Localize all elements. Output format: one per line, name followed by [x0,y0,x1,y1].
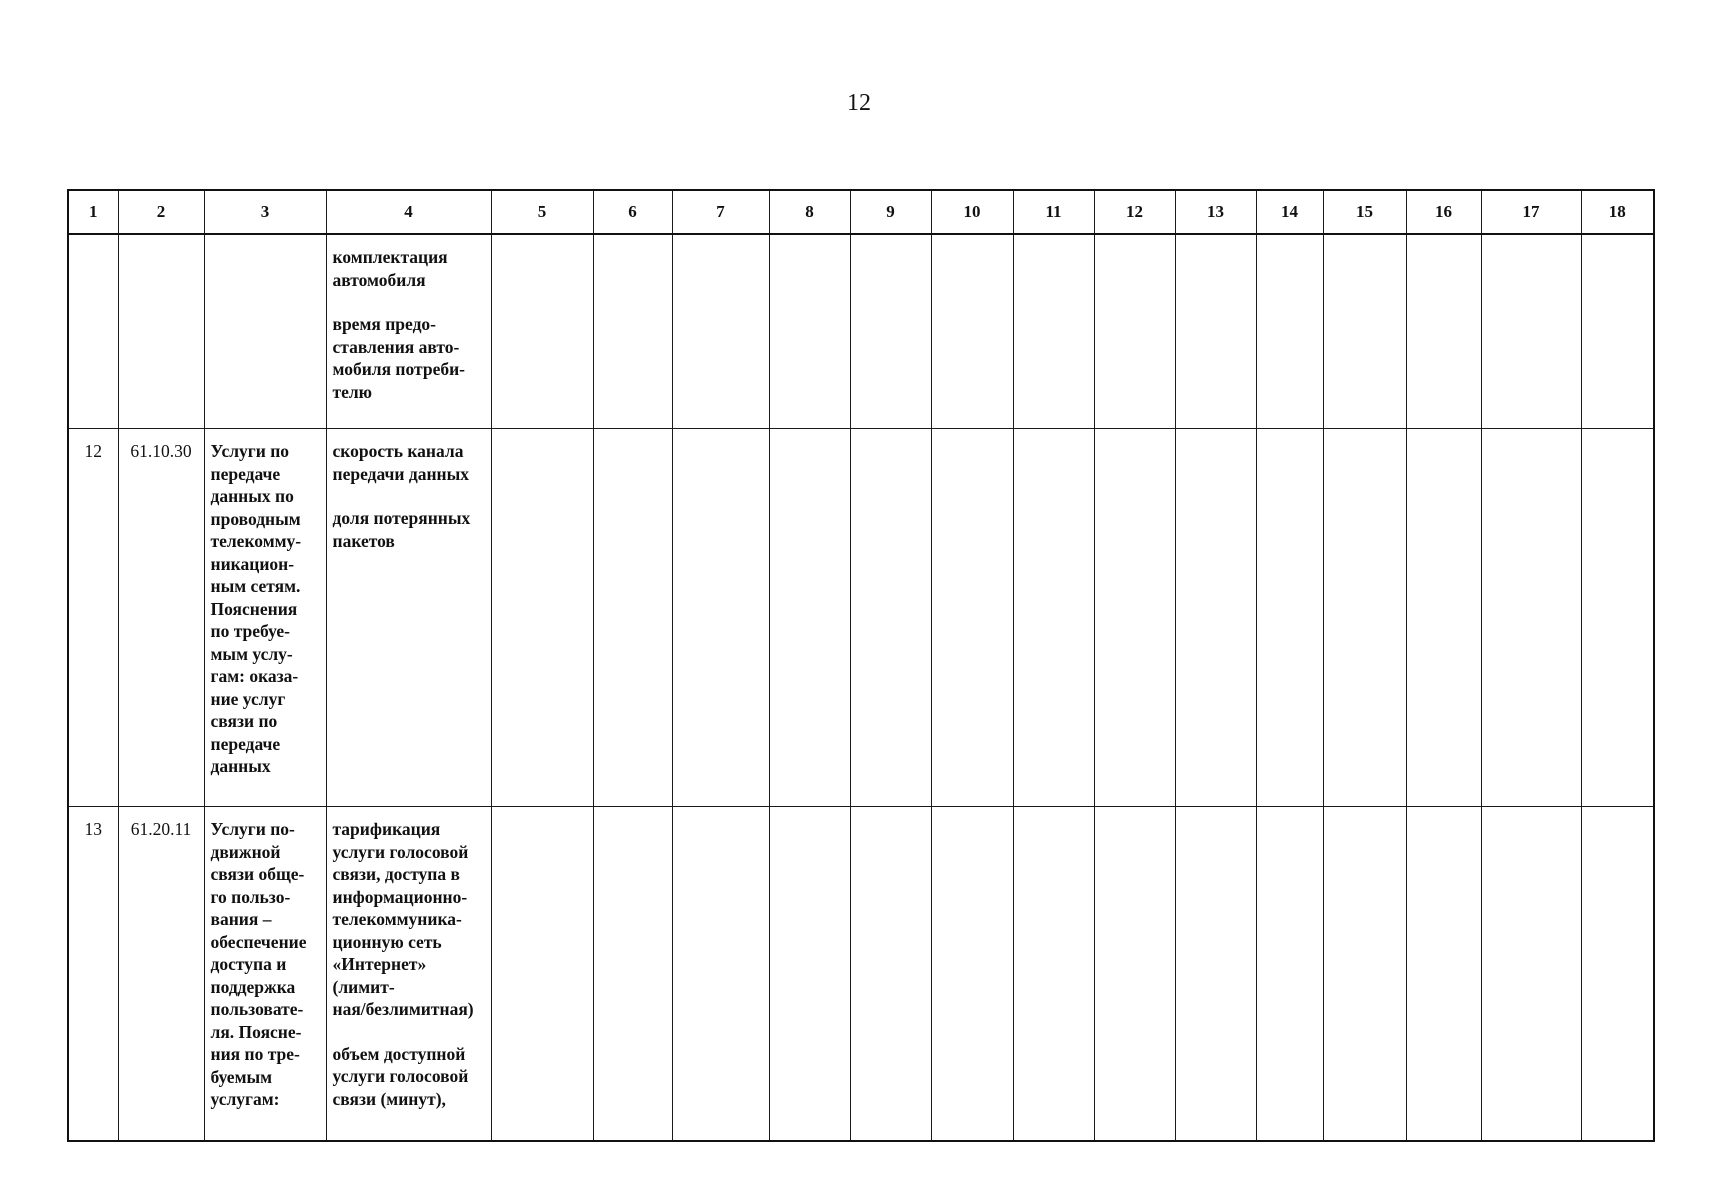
service-code [118,234,204,429]
empty-cell [491,234,593,429]
column-header: 6 [593,190,672,234]
empty-cell [1581,807,1654,1142]
column-header: 18 [1581,190,1654,234]
empty-cell [1481,234,1581,429]
column-header: 1 [68,190,118,234]
row-number: 12 [68,429,118,807]
table-header-row [68,190,1654,234]
empty-cell [593,807,672,1142]
service-description [204,429,326,807]
empty-cell [1094,234,1175,429]
empty-cell [1323,429,1406,807]
empty-cell [769,429,850,807]
column-header: 3 [204,190,326,234]
empty-cell [1094,429,1175,807]
service-characteristics [326,807,491,1142]
empty-cell [1175,429,1256,807]
service-characteristics [326,429,491,807]
empty-cell [1256,429,1323,807]
empty-cell [1013,807,1094,1142]
service-code: 61.10.30 [118,429,204,807]
column-header: 12 [1094,190,1175,234]
empty-cell [1013,234,1094,429]
column-header: 17 [1481,190,1581,234]
empty-cell [1406,234,1481,429]
empty-cell [491,807,593,1142]
column-header: 16 [1406,190,1481,234]
empty-cell [850,429,931,807]
characteristic-text: тарификация услуги голосовой связи, доступа в информационно- телекоммуника- ционную сеть «Интернет» (лимит- ная/безлимитная) [332,819,474,1019]
characteristic-text: доля потерянных пакетов [332,508,471,551]
services-table [67,189,1655,1142]
empty-cell [593,234,672,429]
column-header: 13 [1175,190,1256,234]
service-text: Услуги по передаче данных по проводным телекомму- никацион- ным сетям. Пояснения по требуе- мым услу- гам: оказа- ние услуг связи по передаче данных [210,441,302,776]
service-characteristics [326,234,491,429]
empty-cell [1481,429,1581,807]
empty-cell [931,807,1013,1142]
row-number: 13 [68,807,118,1142]
empty-cell [931,234,1013,429]
empty-cell [1581,234,1654,429]
table-row [68,807,1654,1142]
characteristic-text: время предо- ставления авто- мобиля потреби- телю [332,314,466,402]
empty-cell [1256,807,1323,1142]
column-header: 15 [1323,190,1406,234]
empty-cell [769,807,850,1142]
column-header: 9 [850,190,931,234]
column-header: 7 [672,190,769,234]
empty-cell [1094,807,1175,1142]
service-code: 61.20.11 [118,807,204,1142]
empty-cell [931,429,1013,807]
service-description [204,807,326,1142]
empty-cell [1175,234,1256,429]
empty-cell [850,807,931,1142]
empty-cell [593,429,672,807]
empty-cell [1323,807,1406,1142]
column-header: 2 [118,190,204,234]
empty-cell [1406,807,1481,1142]
characteristic-text: комплектация автомобиля [332,247,448,290]
row-number [68,234,118,429]
column-header: 5 [491,190,593,234]
empty-cell [672,429,769,807]
column-header: 10 [931,190,1013,234]
empty-cell [1256,234,1323,429]
empty-cell [1175,807,1256,1142]
empty-cell [769,234,850,429]
table-row [68,234,1654,429]
service-description [204,234,326,429]
empty-cell [491,429,593,807]
empty-cell [672,234,769,429]
empty-cell [672,807,769,1142]
empty-cell [1581,429,1654,807]
service-text: Услуги по- движной связи обще- го пользо- вания – обеспечение доступа и поддержка пользовате- ля. Поясне- ния по тре- буемым услугам: [210,819,307,1109]
empty-cell [1481,807,1581,1142]
empty-cell [1013,429,1094,807]
column-header: 14 [1256,190,1323,234]
characteristic-text: объем доступной услуги голосовой связи (минут), [332,1043,469,1109]
characteristic-text: скорость канала передачи данных [332,441,470,484]
empty-cell [850,234,931,429]
empty-cell [1406,429,1481,807]
column-header: 4 [326,190,491,234]
page-number: 12 [847,90,871,116]
table-row [68,429,1654,807]
column-header: 8 [769,190,850,234]
empty-cell [1323,234,1406,429]
column-header: 11 [1013,190,1094,234]
